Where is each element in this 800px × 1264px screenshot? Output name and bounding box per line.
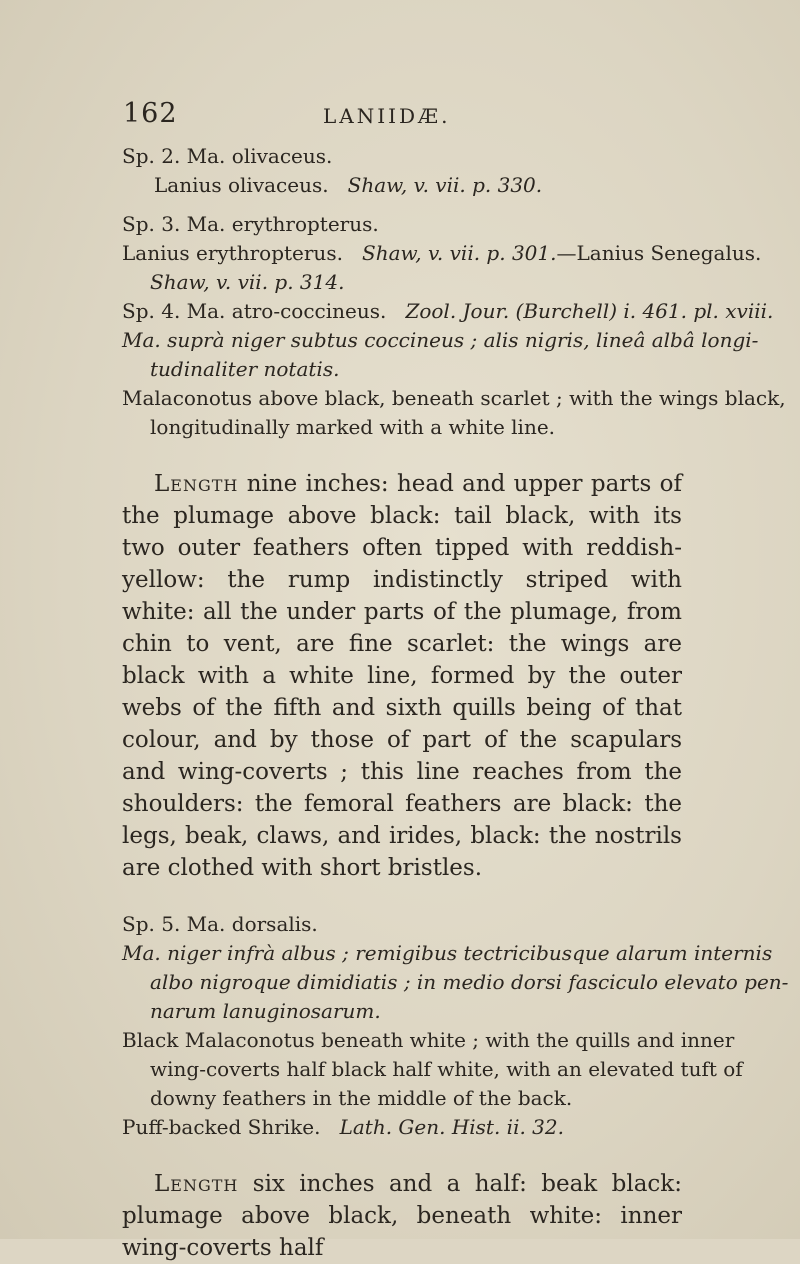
description-text: six inches and a half: beak black: plumage above black, beneath white: inner wing-coverts half xyxy=(122,1171,682,1261)
synonym-name: Lanius erythropterus. xyxy=(122,241,343,265)
english-diagnosis: Malaconotus above black, beneath scarlet ; with the wings black, xyxy=(122,386,786,410)
species-heading: Sp. 4. Ma. atro-coccineus. xyxy=(122,299,387,323)
synonym-reference: Lath. Gen. Hist. ii. 32. xyxy=(339,1115,564,1139)
page-header xyxy=(123,98,683,138)
page-body xyxy=(122,142,789,1264)
english-diagnosis: Black Malaconotus beneath white ; with the quills and inner xyxy=(122,1028,735,1052)
english-diagnosis-cont: wing-coverts half black half white, with an elevated tuft of xyxy=(150,1057,743,1081)
synonym-name: —Lanius Senegalus. xyxy=(556,241,762,265)
latin-diagnosis: Ma. niger infrà albus ; remigibus tectricibusque alarum internis xyxy=(122,941,773,965)
latin-diagnosis-cont: tudinaliter notatis. xyxy=(150,357,340,381)
synonym-line xyxy=(122,239,762,268)
synonym-reference: Shaw, v. vii. p. 314. xyxy=(150,270,345,294)
synonym-name: Puff-backed Shrike. xyxy=(122,1115,321,1139)
running-head: LANIIDÆ. xyxy=(323,104,451,128)
synonym-name: Lanius olivaceus. xyxy=(154,173,329,197)
synonym-reference: Shaw, v. vii. p. 330. xyxy=(347,173,543,197)
page-number: 162 xyxy=(123,98,178,129)
species-heading: Sp. 5. Ma. dorsalis. xyxy=(122,912,318,936)
species-heading: Sp. 2. Ma. olivaceus. xyxy=(122,144,333,168)
synonym-line xyxy=(122,171,682,200)
length-label: Length xyxy=(154,1171,239,1197)
species-reference: Zool. Jour. (Burchell) i. 461. pl. xviii. xyxy=(405,299,774,323)
synonym-reference: Shaw, v. vii. p. 301. xyxy=(362,241,557,265)
latin-diagnosis-cont: narum lanuginosarum. xyxy=(150,999,381,1023)
length-label: Length xyxy=(154,471,239,497)
description-paragraph xyxy=(122,468,682,884)
english-diagnosis-cont: downy feathers in the middle of the back. xyxy=(150,1086,573,1110)
species-heading-line xyxy=(122,297,774,326)
description-paragraph xyxy=(122,1168,682,1264)
english-diagnosis-cont: longitudinally marked with a white line. xyxy=(150,415,556,439)
description-text: nine inches: head and upper parts of the plumage above black: tail black, with its two outer feathers often tipped with reddish-yellow: the rump indistinctly striped with white: all the under parts of the plumage, from chin to vent, are fine scarlet: the wings are black with a white line, formed by the outer webs of the fifth and sixth quills being of that colour, and by those of part of the scapulars and wing-coverts ; this line reaches from the shoulders: the femoral feathers are black: the legs, beak, claws, and irides, black: the nostrils are clothed with short bristles. xyxy=(122,471,683,881)
latin-diagnosis-cont: albo nigroque dimidiatis ; in medio dorsi fasciculo elevato pen- xyxy=(150,970,789,994)
latin-diagnosis: Ma. suprà niger subtus coccineus ; alis nigris, lineâ albâ longi- xyxy=(122,328,759,352)
synonym-line xyxy=(122,1113,682,1142)
species-heading: Sp. 3. Ma. erythropterus. xyxy=(122,212,379,236)
